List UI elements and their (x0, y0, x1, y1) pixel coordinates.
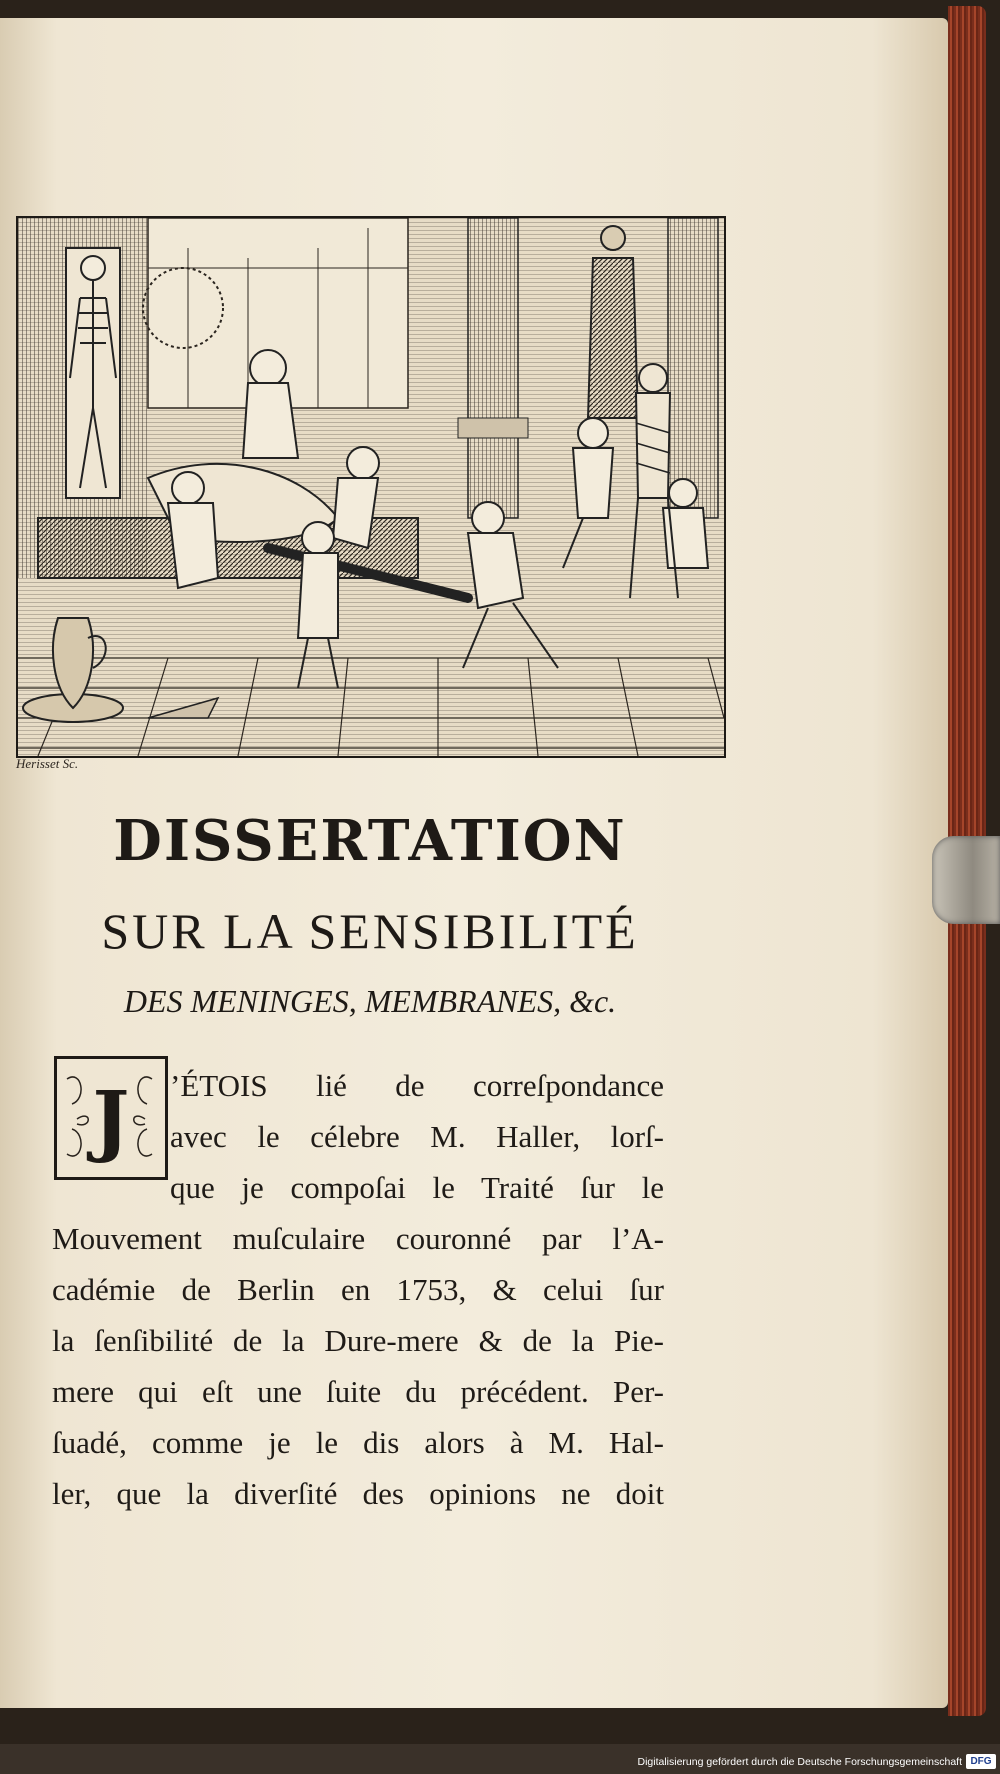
title-sensibilite: SUR LA SENSIBILITÉ (101, 903, 639, 959)
anatomy-engraving (16, 216, 726, 758)
text-line: cadémie de Berlin en 1753, & celui ſur (52, 1272, 664, 1307)
text-line: avec le célebre M. Haller, lorſ- (170, 1119, 664, 1154)
column-right (668, 218, 718, 518)
text-line: que je compoſai le Traité ſur le (170, 1170, 664, 1205)
book-clasp (932, 836, 1000, 924)
title-dissertation: DISSERTATION (113, 808, 627, 874)
text-line: mere qui eſt une ſuite du précédent. Per- (52, 1374, 664, 1409)
title-meninges: DES MENINGES, MEMBRANES, &c. (123, 983, 617, 1019)
engraving-illustration (18, 218, 724, 756)
text-line: ’ÉTOIS lié de correſpondance (170, 1068, 664, 1103)
engraver-signature: Herisset Sc. (16, 756, 79, 771)
text-line: ſuadé, comme je le dis alors à M. Hal- (52, 1425, 664, 1460)
viewer-footer (0, 1744, 1000, 1774)
column-left (468, 218, 518, 518)
text-line: la ſenſibilité de la Dure-mere & de la Pie- (52, 1323, 664, 1358)
dfg-logo: DFG (966, 1754, 996, 1769)
digitization-credit: Digitalisierung gefördert durch die Deutsche Forschungsgemeinschaft (637, 1756, 962, 1768)
text-line: Mouvement muſculaire couronné par l’A- (52, 1221, 664, 1256)
body-text (52, 1060, 664, 1519)
initial-letter: J (92, 1075, 130, 1166)
text-line: ler, que la diverſité des opinions ne doit (52, 1476, 664, 1511)
